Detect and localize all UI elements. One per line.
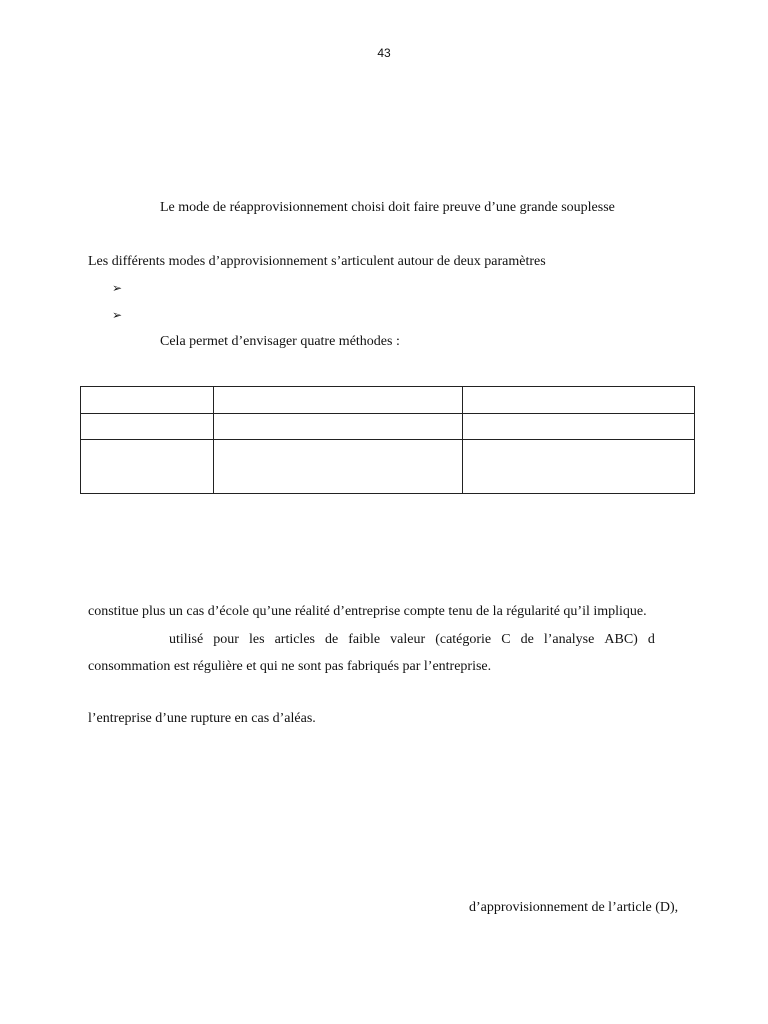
paragraph-1-line-2 [169,631,655,649]
word: l’analyse [543,632,595,647]
table-cell [81,414,214,440]
word: utilisé [169,632,204,647]
table-cell [81,387,214,414]
paragraph-1-line-3: consommation est régulière et qui ne sont pas fabriqués par l’entreprise. [88,659,492,674]
word: faible [348,632,381,647]
word: de [520,632,534,647]
table-cell [81,440,214,494]
word: ABC) [604,632,638,647]
table-row [81,440,695,494]
word: d [647,632,655,647]
table-cell [462,387,694,414]
word: C [501,632,511,647]
paragraph-2-line: l’entreprise d’une rupture en cas d’aléas. [88,711,316,726]
table-cell [462,414,694,440]
methods-line: Cela permet d’envisager quatre méthodes : [160,334,400,349]
intro-line: Le mode de réapprovisionnement choisi doit faire preuve d’une grande souplesse [160,200,615,215]
table-cell [214,387,462,414]
table-cell [462,440,694,494]
table-row [81,414,695,440]
word: (catégorie [435,632,492,647]
word: les [248,632,265,647]
footer-line: d’approvisionnement de l’article (D), [469,900,679,915]
modes-line: Les différents modes d’approvisionnement s’articulent autour de deux paramètres [88,254,546,269]
paragraph-1-line-1: constitue plus un cas d’école qu’une réalité d’entreprise compte tenu de la régularité qu’il implique. [88,604,647,619]
bullet-arrow-icon: ➢ [112,308,123,322]
word: valeur [390,632,426,647]
word: articles [274,632,315,647]
table-cell [214,440,462,494]
methods-table [80,386,695,494]
table-cell [214,414,462,440]
bullet-arrow-icon: ➢ [112,281,123,295]
word: de [325,632,339,647]
page-number: 43 [377,46,391,60]
word: pour [213,632,239,647]
table-row [81,387,695,414]
